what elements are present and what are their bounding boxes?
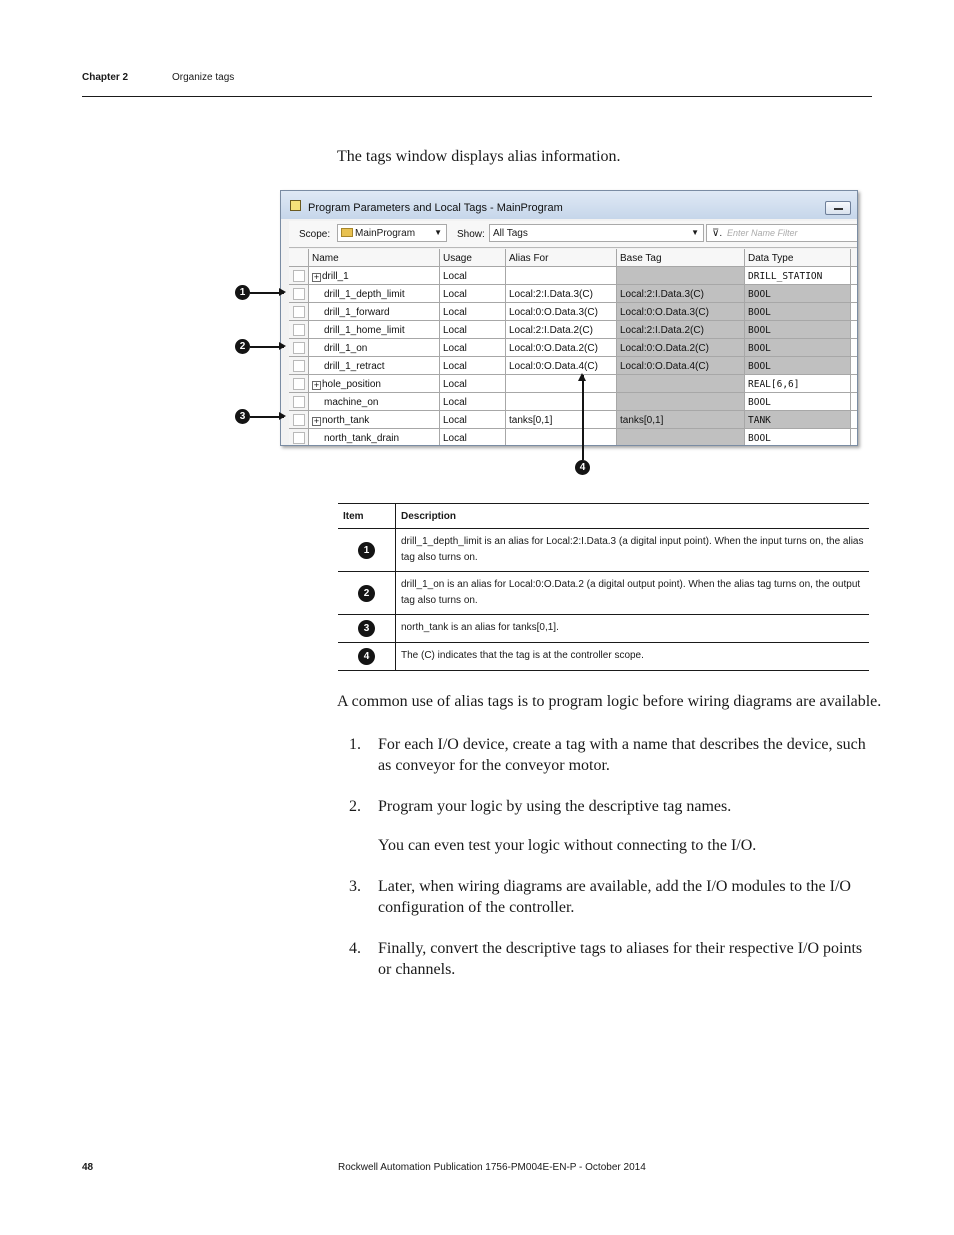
step-text: Finally, convert the descriptive tags to aliases for their respective I/O points or channels. bbox=[378, 940, 863, 978]
description-row bbox=[338, 529, 869, 572]
callout-1: 1 bbox=[235, 285, 250, 300]
tag-name: north_tank bbox=[322, 415, 370, 426]
tag-name-cell[interactable] bbox=[309, 429, 440, 446]
callout-4: 4 bbox=[575, 460, 590, 475]
tag-alias-for-cell[interactable] bbox=[506, 375, 617, 393]
edit-tags-icon bbox=[290, 200, 301, 211]
step-text: Program your logic by using the descriptive tag names. bbox=[378, 798, 732, 815]
tag-alias-for-cell[interactable]: Local:0:O.Data.4(C) bbox=[506, 357, 617, 375]
show-label: Show: bbox=[457, 229, 485, 240]
row-selector[interactable] bbox=[289, 321, 309, 339]
show-dropdown[interactable] bbox=[489, 224, 704, 242]
tag-base-tag-cell[interactable]: Local:2:I.Data.3(C) bbox=[617, 285, 745, 303]
item-number-badge: 1 bbox=[358, 542, 375, 559]
tag-usage-cell[interactable]: Local bbox=[440, 357, 506, 375]
tag-alias-for-cell[interactable]: Local:2:I.Data.3(C) bbox=[506, 285, 617, 303]
row-selector[interactable] bbox=[289, 357, 309, 375]
name-filter-input[interactable] bbox=[706, 224, 858, 242]
tag-name: hole_position bbox=[322, 379, 381, 390]
tag-data-type-cell[interactable]: BOOL bbox=[745, 285, 851, 303]
row-selector[interactable] bbox=[289, 285, 309, 303]
description-cell: The (C) indicates that the tag is at the controller scope. bbox=[396, 643, 870, 671]
description-row bbox=[338, 643, 869, 671]
minimize-button[interactable] bbox=[825, 201, 851, 215]
callout-3: 3 bbox=[235, 409, 250, 424]
item-cell bbox=[338, 643, 396, 671]
row-selector[interactable] bbox=[289, 429, 309, 446]
tag-usage-cell[interactable]: Local bbox=[440, 429, 506, 446]
tag-alias-for-cell[interactable]: Local:2:I.Data.2(C) bbox=[506, 321, 617, 339]
step-number: 3. bbox=[349, 878, 361, 895]
tag-usage-cell[interactable]: Local bbox=[440, 339, 506, 357]
tag-name: drill_1_on bbox=[324, 343, 368, 354]
extra-cell[interactable] bbox=[851, 303, 858, 321]
tag-alias-for-cell[interactable]: tanks[0,1] bbox=[506, 411, 617, 429]
tag-base-tag-cell[interactable]: Local:0:O.Data.2(C) bbox=[617, 339, 745, 357]
publication-info: Rockwell Automation Publication 1756-PM004E-EN-P - October 2014 bbox=[338, 1162, 646, 1173]
tag-name-cell[interactable] bbox=[309, 339, 440, 357]
extra-cell[interactable] bbox=[851, 429, 858, 446]
tag-name-cell[interactable] bbox=[309, 357, 440, 375]
item-cell bbox=[338, 529, 396, 572]
tag-base-tag-cell[interactable] bbox=[617, 375, 745, 393]
show-value: All Tags bbox=[493, 228, 528, 239]
expand-icon[interactable]: + bbox=[313, 272, 320, 282]
tag-usage-cell[interactable]: Local bbox=[440, 393, 506, 411]
description-row bbox=[338, 615, 869, 643]
tag-usage-cell[interactable]: Local bbox=[440, 303, 506, 321]
tag-base-tag-cell[interactable]: tanks[0,1] bbox=[617, 411, 745, 429]
tag-base-tag-cell[interactable]: Local:0:O.Data.3(C) bbox=[617, 303, 745, 321]
tag-base-tag-cell[interactable] bbox=[617, 429, 745, 446]
tag-name-cell[interactable] bbox=[309, 321, 440, 339]
tags-window bbox=[280, 190, 858, 446]
extra-cell[interactable] bbox=[851, 285, 858, 303]
extra-cell[interactable] bbox=[851, 339, 858, 357]
callout-2-arrow bbox=[250, 346, 284, 348]
tag-data-type-cell[interactable]: BOOL bbox=[745, 393, 851, 411]
tag-name: drill_1_depth_limit bbox=[324, 289, 405, 300]
tag-data-type-cell[interactable]: BOOL bbox=[745, 429, 851, 446]
tag-usage-cell[interactable]: Local bbox=[440, 285, 506, 303]
column-header-base-tag[interactable]: Base Tag bbox=[617, 249, 745, 267]
tag-alias-for-cell[interactable] bbox=[506, 267, 617, 285]
description-cell: drill_1_on is an alias for Local:0:O.Data.2 (a digital output point). When the alias tag turns on, the output tag also turns on. bbox=[396, 572, 870, 615]
tag-data-type-cell[interactable]: TANK bbox=[745, 411, 851, 429]
column-header-more[interactable] bbox=[851, 249, 858, 267]
tag-name: machine_on bbox=[324, 397, 379, 408]
column-header-data-type[interactable]: Data Type bbox=[745, 249, 851, 267]
row-selector[interactable] bbox=[289, 303, 309, 321]
tag-usage-cell[interactable]: Local bbox=[440, 375, 506, 393]
tag-name: drill_1_forward bbox=[324, 307, 390, 318]
chevron-down-icon: ▼ bbox=[691, 228, 699, 237]
scope-label: Scope: bbox=[299, 229, 331, 240]
folder-icon bbox=[341, 228, 353, 237]
expand-icon[interactable]: + bbox=[313, 416, 320, 426]
row-selector[interactable] bbox=[289, 393, 309, 411]
tag-data-type-cell[interactable]: BOOL bbox=[745, 339, 851, 357]
row-selector[interactable] bbox=[289, 375, 309, 393]
item-description-table bbox=[338, 503, 869, 671]
step-number: 4. bbox=[349, 940, 361, 957]
item-number-badge: 4 bbox=[358, 648, 375, 665]
extra-cell[interactable] bbox=[851, 375, 858, 393]
scope-value: MainProgram bbox=[355, 228, 416, 239]
item-header: Item bbox=[338, 504, 396, 529]
window-title: Program Parameters and Local Tags - MainProgram bbox=[308, 202, 563, 214]
callout-4-arrow bbox=[582, 375, 584, 460]
step-text: Later, when wiring diagrams are available, add the I/O modules to the I/O configuration of the controller. bbox=[378, 878, 851, 916]
description-row bbox=[338, 572, 869, 615]
step-number: 2. bbox=[349, 798, 361, 815]
row-selector[interactable] bbox=[289, 339, 309, 357]
item-number-badge: 2 bbox=[358, 585, 375, 602]
tag-name-cell[interactable] bbox=[309, 267, 440, 285]
window-titlebar bbox=[281, 191, 857, 219]
tag-data-type-cell[interactable]: BOOL bbox=[745, 321, 851, 339]
tag-alias-for-cell[interactable]: Local:0:O.Data.3(C) bbox=[506, 303, 617, 321]
tag-alias-for-cell[interactable] bbox=[506, 393, 617, 411]
expand-icon[interactable]: + bbox=[313, 380, 320, 390]
column-header-name[interactable]: Name bbox=[309, 249, 440, 267]
callout-3-arrow bbox=[250, 416, 284, 418]
step-item bbox=[337, 796, 872, 856]
page-number: 48 bbox=[82, 1162, 94, 1173]
tag-usage-cell[interactable]: Local bbox=[440, 411, 506, 429]
tag-name-cell[interactable] bbox=[309, 393, 440, 411]
alias-usage-paragraph: A common use of alias tags is to program logic before wiring diagrams are available. bbox=[337, 693, 882, 710]
tag-name-cell[interactable] bbox=[309, 303, 440, 321]
callout-1-arrow bbox=[250, 292, 284, 294]
extra-cell[interactable] bbox=[851, 411, 858, 429]
item-cell bbox=[338, 615, 396, 643]
tag-name: north_tank_drain bbox=[324, 433, 400, 444]
callout-2: 2 bbox=[235, 339, 250, 354]
extra-cell[interactable] bbox=[851, 393, 858, 411]
tag-data-type-cell[interactable]: BOOL bbox=[745, 303, 851, 321]
filter-icon: ⊽. bbox=[712, 228, 723, 239]
extra-cell[interactable] bbox=[851, 267, 858, 285]
step-number: 1. bbox=[349, 736, 361, 753]
description-cell: drill_1_depth_limit is an alias for Local:2:I.Data.3 (a digital input point). When the input turns on, the alias tag also turns on. bbox=[396, 529, 870, 572]
tag-data-type-cell[interactable]: BOOL bbox=[745, 357, 851, 375]
extra-cell[interactable] bbox=[851, 321, 858, 339]
section-title: Organize tags bbox=[172, 72, 235, 83]
tag-data-type-cell[interactable]: DRILL_STATION bbox=[745, 267, 851, 285]
row-header-corner[interactable] bbox=[289, 249, 309, 267]
tag-alias-for-cell[interactable] bbox=[506, 429, 617, 446]
tag-name-cell[interactable] bbox=[309, 375, 440, 393]
step-note: You can even test your logic without connecting to the I/O. bbox=[378, 837, 757, 854]
tag-name: drill_1_retract bbox=[324, 361, 385, 372]
extra-cell[interactable] bbox=[851, 357, 858, 375]
tag-data-type-cell[interactable]: REAL[6,6] bbox=[745, 375, 851, 393]
tag-usage-cell[interactable]: Local bbox=[440, 321, 506, 339]
item-cell bbox=[338, 572, 396, 615]
step-item bbox=[337, 938, 872, 980]
chapter-label: Chapter 2 bbox=[82, 72, 129, 83]
tag-base-tag-cell[interactable] bbox=[617, 267, 745, 285]
tag-name-cell[interactable] bbox=[309, 285, 440, 303]
tag-name: drill_1 bbox=[322, 271, 349, 282]
step-item bbox=[337, 734, 872, 776]
tag-name: drill_1_home_limit bbox=[324, 325, 405, 336]
tag-base-tag-cell[interactable] bbox=[617, 393, 745, 411]
column-header-alias-for[interactable]: Alias For bbox=[506, 249, 617, 267]
tag-alias-for-cell[interactable]: Local:0:O.Data.2(C) bbox=[506, 339, 617, 357]
row-selector[interactable] bbox=[289, 267, 309, 285]
description-header: Description bbox=[396, 504, 870, 529]
filter-placeholder: Enter Name Filter bbox=[727, 228, 798, 238]
tag-name-cell[interactable] bbox=[309, 411, 440, 429]
window-toolbar bbox=[289, 221, 857, 248]
item-number-badge: 3 bbox=[358, 620, 375, 637]
description-cell: north_tank is an alias for tanks[0,1]. bbox=[396, 615, 870, 643]
column-header-usage[interactable]: Usage bbox=[440, 249, 506, 267]
page-header bbox=[82, 70, 872, 97]
step-item bbox=[337, 876, 872, 918]
chevron-down-icon: ▼ bbox=[434, 228, 442, 237]
steps-list bbox=[337, 734, 872, 1000]
step-text: For each I/O device, create a tag with a name that describes the device, such as conveyor for the conveyor motor. bbox=[378, 736, 866, 774]
scope-dropdown[interactable] bbox=[337, 224, 447, 242]
tag-base-tag-cell[interactable]: Local:2:I.Data.2(C) bbox=[617, 321, 745, 339]
tag-usage-cell[interactable]: Local bbox=[440, 267, 506, 285]
row-selector[interactable] bbox=[289, 411, 309, 429]
tag-base-tag-cell[interactable]: Local:0:O.Data.4(C) bbox=[617, 357, 745, 375]
intro-text: The tags window displays alias information. bbox=[337, 148, 621, 165]
